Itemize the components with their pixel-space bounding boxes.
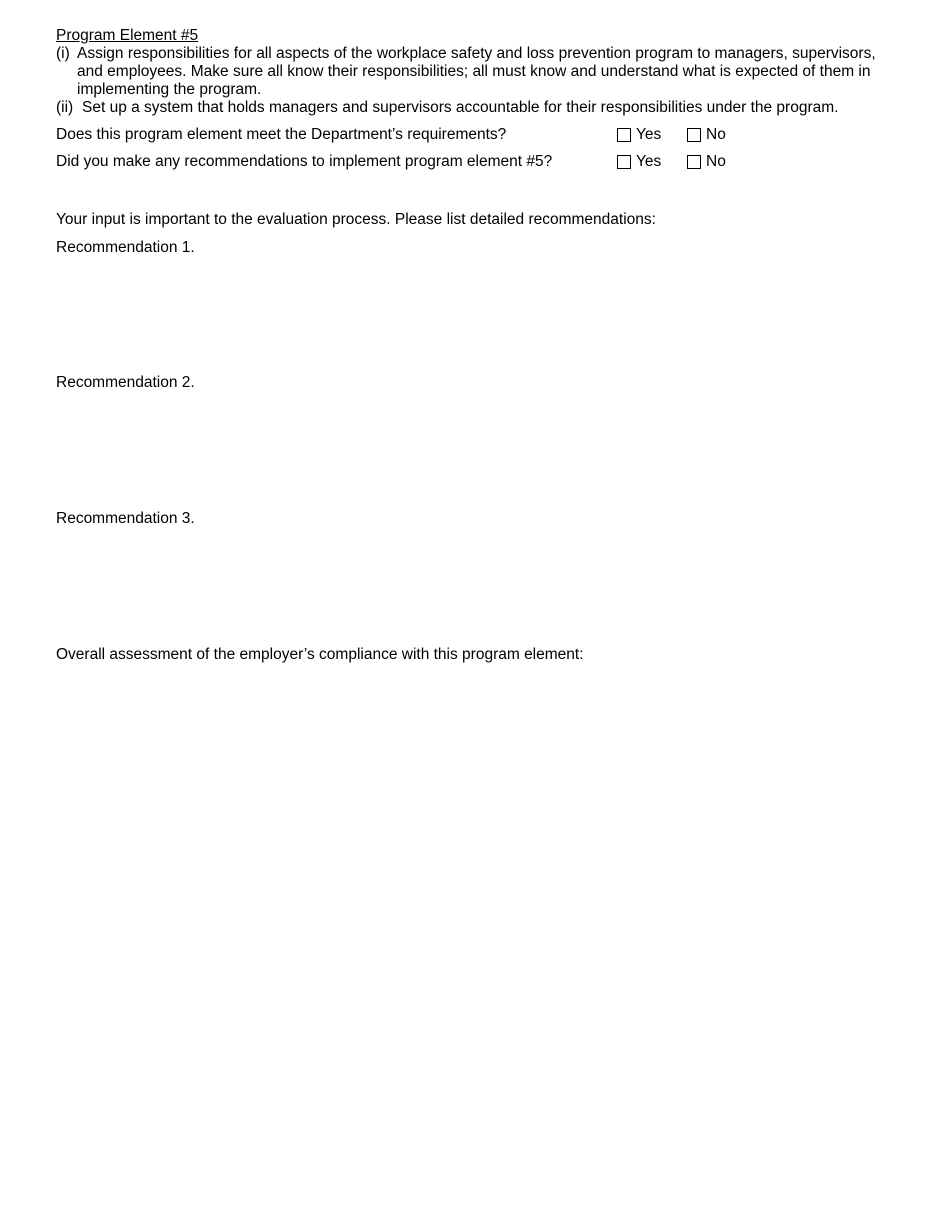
program-element-heading: Program Element #5 bbox=[56, 27, 199, 44]
made-recommendations-yes-option[interactable] bbox=[617, 152, 661, 172]
no-label: No bbox=[706, 153, 726, 170]
overall-assessment-label: Overall assessment of the employer’s compliance with this program element: bbox=[56, 646, 584, 663]
input-prompt: Your input is important to the evaluation process. Please list detailed recommendations: bbox=[56, 211, 656, 228]
yes-checkbox[interactable] bbox=[617, 155, 631, 169]
meets-requirements-yes-option[interactable] bbox=[617, 125, 661, 145]
question-meets-requirements bbox=[56, 125, 892, 145]
requirement-marker: (i) bbox=[56, 45, 70, 62]
requirement-i bbox=[56, 45, 892, 99]
question-made-recommendations bbox=[56, 152, 892, 172]
question-text: Does this program element meet the Department’s requirements? bbox=[56, 126, 507, 143]
no-checkbox[interactable] bbox=[687, 128, 701, 142]
no-label: No bbox=[706, 126, 726, 143]
requirement-marker: (ii) bbox=[56, 99, 74, 116]
no-checkbox[interactable] bbox=[687, 155, 701, 169]
yes-label: Yes bbox=[636, 153, 662, 170]
recommendation-1-label: Recommendation 1. bbox=[56, 239, 195, 256]
recommendation-3-label: Recommendation 3. bbox=[56, 510, 195, 527]
meets-requirements-no-option[interactable] bbox=[687, 125, 726, 145]
form-page bbox=[56, 0, 896, 1230]
yes-checkbox[interactable] bbox=[617, 128, 631, 142]
yes-label: Yes bbox=[636, 126, 662, 143]
made-recommendations-no-option[interactable] bbox=[687, 152, 726, 172]
requirement-ii bbox=[56, 99, 892, 117]
requirement-text: Set up a system that holds managers and supervisors accountable for their responsibilities under the program. bbox=[82, 99, 839, 116]
question-text: Did you make any recommendations to implement program element #5? bbox=[56, 153, 553, 170]
requirement-text: Assign responsibilities for all aspects of the workplace safety and loss prevention program to managers, supervisors, and employees. Make sure all know their responsibilities; all must know and understand what is expected of them in implementing the program. bbox=[77, 45, 876, 98]
recommendation-2-label: Recommendation 2. bbox=[56, 374, 195, 391]
